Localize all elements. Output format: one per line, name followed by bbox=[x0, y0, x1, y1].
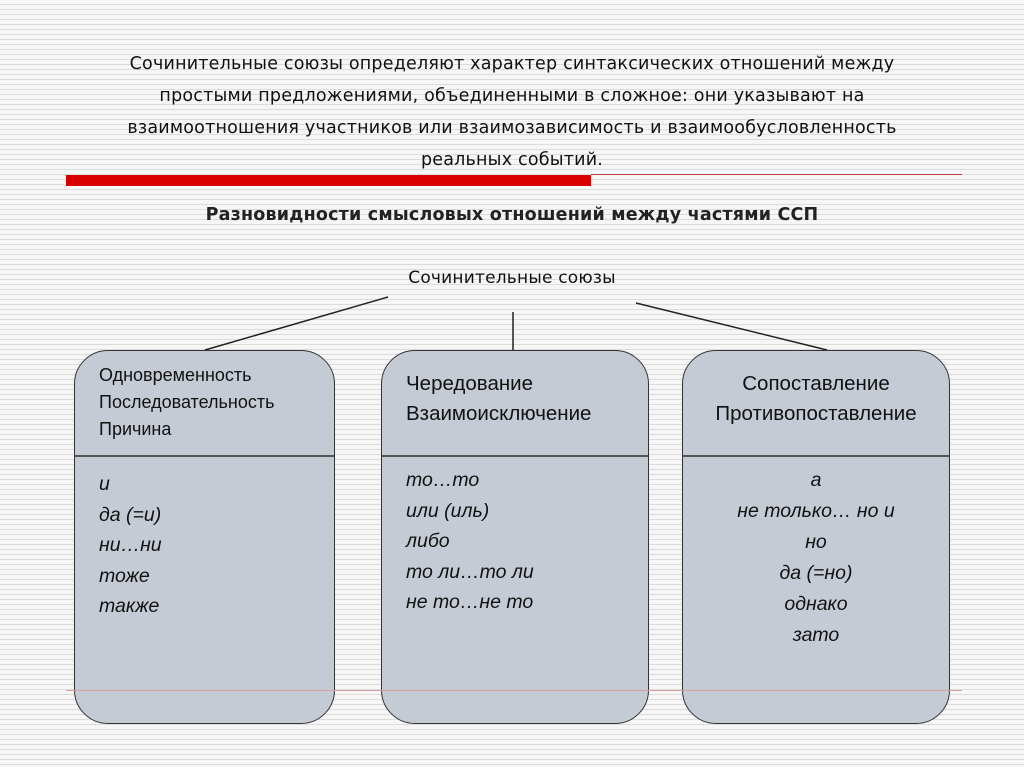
category-box-simultaneity bbox=[74, 350, 335, 724]
box-heading bbox=[382, 369, 648, 429]
box-divider bbox=[683, 455, 949, 457]
conjunction-item: либо bbox=[406, 530, 450, 552]
root-node-label: Сочинительные союзы bbox=[408, 268, 616, 288]
heading-line: Сопоставление bbox=[742, 372, 890, 395]
intro-line: Сочинительные союзы определяют характер синтаксических отношений между bbox=[129, 54, 895, 74]
heading-line: Противопоставление bbox=[715, 402, 917, 425]
box-divider bbox=[75, 455, 334, 457]
intro-line: простыми предложениями, объединенными в сложное: они указывают на bbox=[159, 86, 865, 106]
conjunction-item: да (=но) bbox=[779, 562, 853, 584]
conjunction-item: ни…ни bbox=[99, 534, 162, 556]
conjunction-item: не то…не то bbox=[406, 591, 534, 613]
conjunction-item: или (иль) bbox=[406, 499, 490, 522]
conjunction-item: и bbox=[99, 473, 110, 495]
heading-line: Одновременность bbox=[99, 365, 252, 385]
heading-line: Последовательность bbox=[99, 392, 275, 412]
box-divider bbox=[382, 455, 648, 457]
conjunction-item: тоже bbox=[99, 564, 150, 587]
connector-left bbox=[205, 297, 388, 350]
conjunction-list bbox=[382, 465, 648, 618]
box-heading bbox=[683, 369, 949, 429]
conjunction-item: зато bbox=[792, 624, 840, 646]
conjunction-item: то ли…то ли bbox=[406, 560, 534, 583]
category-box-alternation bbox=[381, 350, 649, 724]
diagram-title: Разновидности смысловых отношений между частями ССП bbox=[205, 205, 819, 225]
heading-line: Взаимоисключение bbox=[406, 402, 592, 425]
heading-line: Причина bbox=[99, 419, 172, 439]
intro-line: взаимоотношения участников или взаимозависимость и взаимообусловленность bbox=[127, 118, 897, 138]
conjunction-item: однако bbox=[784, 593, 848, 615]
intro-line: реальных событий. bbox=[420, 150, 604, 170]
heading-line: Чередование bbox=[406, 372, 534, 395]
box-heading bbox=[75, 362, 334, 443]
conjunction-item: не только… но и bbox=[737, 500, 895, 522]
conjunction-list bbox=[683, 465, 949, 651]
conjunction-item: а bbox=[810, 469, 822, 491]
conjunction-item: также bbox=[99, 595, 160, 617]
connector-right bbox=[636, 303, 827, 350]
conjunction-item: да (=и) bbox=[99, 503, 162, 526]
conjunction-item: но bbox=[805, 531, 827, 553]
conjunction-list bbox=[75, 469, 334, 622]
footer-divider bbox=[66, 690, 962, 691]
conjunction-item: то…то bbox=[406, 469, 480, 491]
category-box-comparison bbox=[682, 350, 950, 724]
